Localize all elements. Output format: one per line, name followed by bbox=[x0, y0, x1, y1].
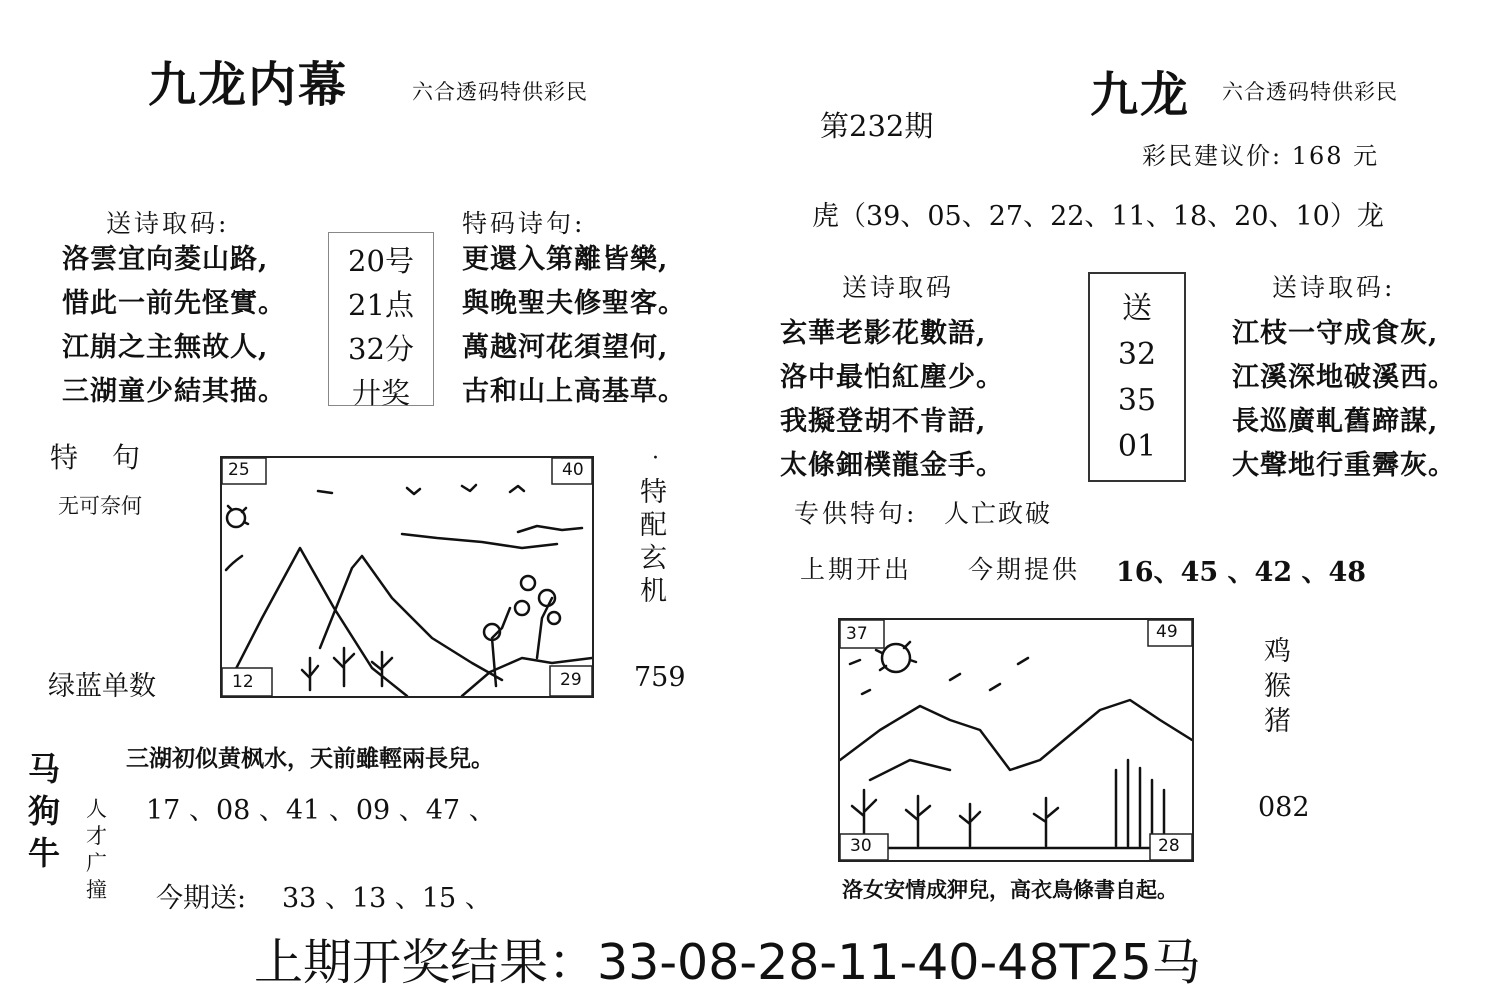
poem-line: 大聲地行重霽灰。 bbox=[1232, 450, 1456, 481]
side-char: 配 bbox=[640, 510, 667, 541]
picture-corner-top-left: 25 bbox=[228, 460, 250, 480]
poem-line: 我擬登胡不肯語, bbox=[780, 406, 987, 437]
left-landscape-picture bbox=[220, 456, 594, 698]
picture-corner-top-right: 40 bbox=[562, 460, 584, 480]
poem-line: 江溪深地破溪西。 bbox=[1232, 362, 1456, 393]
poem-line: 洛中最怕紅塵少。 bbox=[780, 362, 1004, 393]
zodiac-vertical-right bbox=[1264, 634, 1291, 739]
poem-line: 江崩之主無故人, bbox=[62, 332, 269, 363]
right-poem-label-right: 送诗取码: bbox=[1272, 273, 1396, 302]
poem-line: 與晚聖夫修聖客。 bbox=[462, 288, 686, 319]
send-number-box bbox=[1088, 272, 1186, 482]
poem-line: 古和山上高基草。 bbox=[462, 376, 686, 407]
mid-box-item: 21点 bbox=[348, 288, 414, 322]
talent-char: 才 bbox=[86, 824, 107, 848]
poem-line: 三湖童少結其描。 bbox=[62, 376, 286, 407]
left-mid-box bbox=[328, 232, 434, 410]
poem-line: 太條鈿樸龍金手。 bbox=[780, 450, 1004, 481]
talent-char: 撞 bbox=[86, 878, 107, 902]
picture-corner-bottom-right: 29 bbox=[560, 670, 582, 690]
talent-char: 人 bbox=[86, 797, 107, 821]
right-subtitle: 六合透码特供彩民 bbox=[1222, 80, 1398, 104]
left-special-phrase: 无可奈何 bbox=[58, 494, 142, 518]
left-title: 九龙内幕 bbox=[148, 57, 349, 113]
this-issue-label: 今期提供 bbox=[968, 555, 1081, 584]
picture-corner-bottom-left: 12 bbox=[232, 672, 254, 692]
special-poem bbox=[462, 238, 686, 414]
picture-corner-top-right: 49 bbox=[1156, 622, 1178, 642]
picture-corner-top-left: 37 bbox=[846, 624, 868, 644]
last-issue-label: 上期开出 bbox=[800, 555, 913, 584]
picture-corner-bottom-right: 28 bbox=[1158, 836, 1180, 856]
poem-line: 洛雲宜向菱山路, bbox=[62, 244, 269, 275]
left-side-number: 759 bbox=[634, 662, 686, 693]
left-bottom-poem: 三湖初似黄枫水，天前雖輕兩長兒。 bbox=[126, 745, 494, 772]
mid-box-item: 廾奖 bbox=[351, 376, 410, 410]
left-special-phrase-label: 特 句 bbox=[50, 441, 144, 474]
zodiac-vertical-left bbox=[28, 748, 60, 874]
right-poem-label-left: 送诗取码 bbox=[842, 273, 955, 302]
right-special-phrase-label: 专供特句: bbox=[794, 499, 918, 528]
color-label: 绿蓝单数 bbox=[48, 671, 156, 702]
zodiac-char: 马 bbox=[28, 750, 61, 788]
right-poem-left bbox=[780, 312, 1004, 488]
numbers-row: 17 、08 、41 、09 、47 、 bbox=[146, 795, 496, 826]
poem-line: 玄華老影花數語, bbox=[780, 318, 987, 349]
right-title: 九龙 bbox=[1090, 67, 1191, 123]
left-side-vertical bbox=[640, 476, 667, 608]
talent-vertical bbox=[86, 796, 107, 904]
poem-line: 萬越河花須望何, bbox=[462, 332, 669, 363]
poem-line: 江枝一守成食灰, bbox=[1232, 318, 1439, 349]
zodiac-char: 猪 bbox=[1264, 706, 1291, 737]
zodiac-char: 狗 bbox=[28, 792, 61, 830]
side-char: 玄 bbox=[640, 543, 667, 574]
right-bottom-poem: 洛女安情成狎兒，高衣鳥條書自起。 bbox=[842, 877, 1178, 902]
left-side-dot: · bbox=[652, 446, 659, 471]
poem-line: 惜此一前先怪實。 bbox=[62, 288, 286, 319]
zodiac-char: 猴 bbox=[1264, 671, 1291, 702]
poem-line: 長巡廣軋舊蹄謀, bbox=[1232, 406, 1439, 437]
left-poem-label: 送诗取码: bbox=[106, 209, 230, 238]
right-side-number: 082 bbox=[1258, 792, 1310, 823]
send-label: 今期送: bbox=[156, 883, 247, 914]
talent-char: 广 bbox=[86, 851, 107, 875]
zodiac-char: 鸡 bbox=[1264, 636, 1291, 667]
tiger-dragon-numbers: 虎（39、05、27、22、11、18、20、10）龙 bbox=[812, 201, 1384, 232]
send-numbers: 33 、13 、15 、 bbox=[282, 883, 492, 914]
mid-box-item: 32分 bbox=[348, 332, 414, 366]
send-box-item: 送 bbox=[1122, 291, 1152, 326]
send-box-item: 01 bbox=[1117, 429, 1157, 464]
right-landscape-picture bbox=[838, 618, 1194, 862]
right-poem-right bbox=[1232, 312, 1456, 488]
special-poem-label: 特码诗句: bbox=[462, 209, 586, 238]
send-box-item: 32 bbox=[1117, 337, 1157, 372]
left-subtitle: 六合透码特供彩民 bbox=[412, 80, 588, 104]
poem-line: 更還入第離皆樂, bbox=[462, 244, 669, 275]
price: 彩民建议价: 168 元 bbox=[1142, 142, 1380, 170]
last-result: 上期开奖结果：33-08-28-11-40-48T25马 bbox=[254, 934, 1201, 991]
send-box-item: 35 bbox=[1117, 383, 1157, 418]
side-char: 特 bbox=[640, 477, 667, 508]
right-special-phrase: 人亡政破 bbox=[944, 499, 1053, 528]
issue-number: 第232期 bbox=[820, 109, 934, 143]
picture-corner-bottom-left: 30 bbox=[850, 836, 872, 856]
left-poem bbox=[62, 238, 286, 414]
mid-box-item: 20号 bbox=[348, 244, 414, 278]
this-issue-numbers: 16、45 、42 、48 bbox=[1116, 557, 1367, 588]
side-char: 机 bbox=[640, 576, 667, 607]
zodiac-char: 牛 bbox=[28, 834, 61, 872]
